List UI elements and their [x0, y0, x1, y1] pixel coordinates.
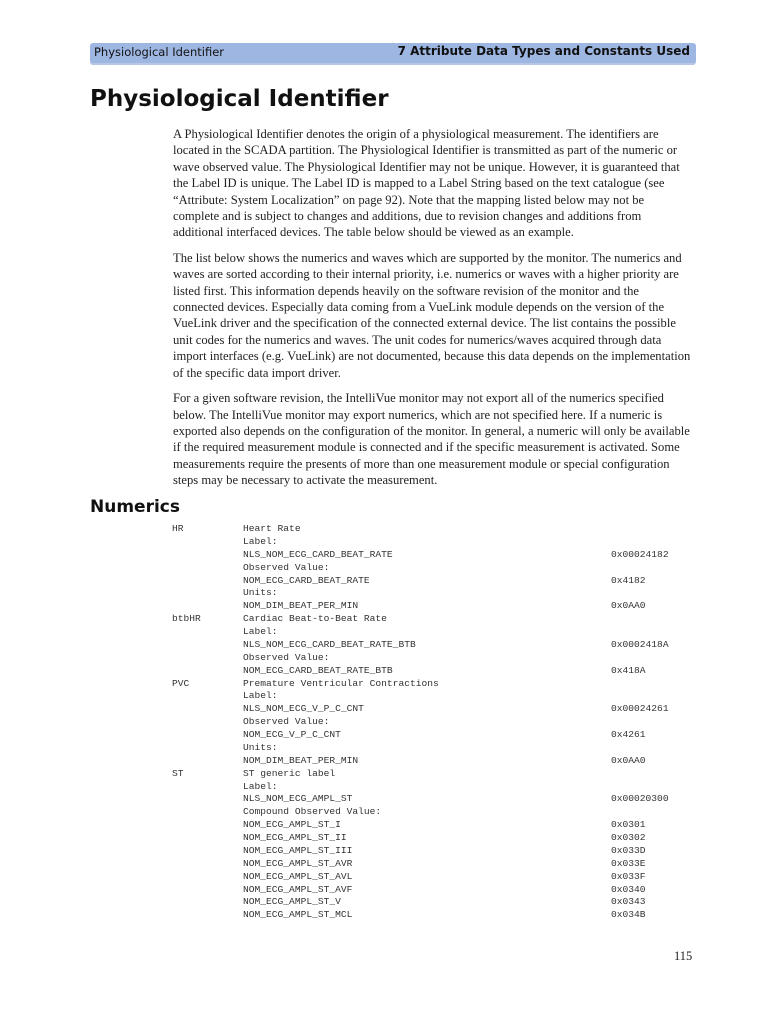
row-code: 0x418A	[611, 664, 646, 676]
row-name: Label:	[243, 780, 278, 792]
table-row	[172, 562, 672, 575]
row-name: ST generic label	[243, 767, 336, 779]
row-name: Cardiac Beat-to-Beat Rate	[243, 613, 387, 625]
row-code: 0x034B	[611, 909, 646, 921]
row-name: Compound Observed Value:	[243, 806, 382, 818]
row-name: Observed Value:	[243, 716, 330, 728]
table-row	[172, 703, 672, 716]
table-row	[172, 832, 672, 845]
table-row	[172, 587, 672, 600]
running-header-bar	[90, 43, 696, 63]
table-row	[172, 884, 672, 897]
row-name: NLS_NOM_ECG_CARD_BEAT_RATE	[243, 548, 393, 560]
table-row	[172, 678, 672, 691]
table-row	[172, 742, 672, 755]
row-code: 0x4261	[611, 729, 646, 740]
running-header-section: Physiological Identifier	[94, 45, 225, 59]
row-code: 0x00024261	[611, 703, 669, 715]
row-code: 0x0340	[611, 883, 646, 895]
row-name: NOM_DIM_BEAT_PER_MIN	[243, 754, 359, 766]
table-row	[172, 871, 672, 884]
row-name: NOM_ECG_AMPL_ST_AVL	[243, 870, 353, 882]
table-row	[172, 909, 672, 922]
row-name: Units:	[243, 741, 278, 753]
row-name: NOM_ECG_AMPL_ST_AVF	[243, 883, 353, 895]
body-text	[173, 126, 693, 498]
row-code: 0x0302	[611, 832, 646, 843]
table-row	[172, 665, 672, 678]
row-code: 0x0AA0	[611, 754, 646, 766]
row-identifier: PVC	[172, 677, 190, 689]
row-code: 0x0343	[611, 896, 646, 908]
row-name: NOM_ECG_V_P_C_CNT	[243, 729, 341, 740]
row-code: 0x00020300	[611, 793, 669, 805]
paragraph: For a given software revision, the IntelliVue monitor may not export all of the numerics specified below. The IntelliVue monitor may export numerics, which are not specified here. If a numeric is exported also depends on the configuration of the monitor. In general, a numeric will only be available if the required measurement module is connected and if the specific measurement is activated. Some measurements require the presents of more than one measurement module or special configuration steps may be necessary to activate the measurement.	[173, 391, 690, 488]
running-header-chapter: 7 Attribute Data Types and Constants Used	[397, 44, 690, 58]
row-name: NOM_ECG_AMPL_ST_I	[243, 819, 341, 831]
page-title: Physiological Identifier	[90, 86, 389, 112]
table-row	[172, 729, 672, 742]
row-code: 0x033E	[611, 857, 646, 869]
row-name: Units:	[243, 587, 278, 599]
row-name: NOM_ECG_CARD_BEAT_RATE	[243, 574, 370, 586]
row-identifier: ST	[172, 767, 184, 779]
table-row	[172, 716, 672, 729]
row-code: 0x033D	[611, 844, 646, 856]
row-code: 0x0301	[611, 819, 646, 831]
table-row	[172, 781, 672, 794]
row-name: NOM_ECG_AMPL_ST_V	[243, 896, 341, 908]
table-row	[172, 896, 672, 909]
row-name: Heart Rate	[243, 523, 301, 534]
row-name: NOM_ECG_AMPL_ST_II	[243, 832, 347, 843]
row-name: NOM_DIM_BEAT_PER_MIN	[243, 600, 359, 612]
paragraph: A Physiological Identifier denotes the origin of a physiological measurement. The identifiers are located in the SCADA partition. The Physiological Identifier is transmitted as part of the numeric or wave observed value. The Physiological Identifier may not be unique. However, it is guaranteed that the Label ID is unique. The Label ID is mapped to a Label String based on the text catalogue (see “Attribute: System Localization” on page 92). Note that the mapping listed below may not be complete and is subject to changes and additions, due to revision changes and additions from additional interfaced devices. The table below should be viewed as an example.	[173, 127, 680, 240]
section-heading-numerics: Numerics	[90, 497, 180, 517]
table-row	[172, 845, 672, 858]
paragraph: The list below shows the numerics and waves which are supported by the monitor. The numerics and waves are sorted according to their internal priority, i.e. numerics or waves with a higher priority are listed first. This information depends heavily on the software revision of the monitor and the connected devices. Especially data coming from a VueLink module depends on the version of the VueLink driver and the specification of the connected external device. The list contains the possible unit codes for the numerics and waves. The unit codes for numerics/waves acquired through data import interfaces (e.g. VueLink) are not documented, because this data depends on the implementation of the specific data import driver.	[173, 250, 691, 380]
row-code: 0x0AA0	[611, 600, 646, 612]
table-row	[172, 858, 672, 871]
row-name: Label:	[243, 626, 278, 637]
table-row	[172, 549, 672, 562]
row-name: Label:	[243, 690, 278, 702]
table-row	[172, 755, 672, 768]
row-name: NOM_ECG_AMPL_ST_MCL	[243, 909, 353, 921]
row-name: NOM_ECG_AMPL_ST_III	[243, 844, 353, 856]
row-name: NLS_NOM_ECG_V_P_C_CNT	[243, 703, 364, 715]
table-row	[172, 536, 672, 549]
row-identifier: btbHR	[172, 613, 201, 625]
row-name: NLS_NOM_ECG_CARD_BEAT_RATE_BTB	[243, 638, 416, 650]
page-number: 115	[674, 949, 693, 963]
row-name: NOM_ECG_CARD_BEAT_RATE_BTB	[243, 664, 393, 676]
table-row	[172, 819, 672, 832]
table-row	[172, 652, 672, 665]
table-row	[172, 575, 672, 588]
table-row	[172, 768, 672, 781]
table-row	[172, 626, 672, 639]
table-row	[172, 793, 672, 806]
table-row	[172, 613, 672, 626]
table-row	[172, 600, 672, 613]
row-name: Observed Value:	[243, 651, 330, 663]
row-name: NLS_NOM_ECG_AMPL_ST	[243, 793, 353, 805]
table-row	[172, 806, 672, 819]
row-name: Premature Ventricular Contractions	[243, 677, 439, 689]
row-name: Observed Value:	[243, 561, 330, 573]
row-name: NOM_ECG_AMPL_ST_AVR	[243, 857, 353, 869]
row-code: 0x033F	[611, 870, 646, 882]
row-code: 0x0002418A	[611, 638, 669, 650]
row-name: Label:	[243, 535, 278, 547]
row-code: 0x4182	[611, 574, 646, 586]
numerics-table	[172, 523, 672, 922]
row-code: 0x00024182	[611, 548, 669, 560]
row-identifier: HR	[172, 523, 184, 534]
table-row	[172, 639, 672, 652]
table-row	[172, 523, 672, 536]
table-row	[172, 690, 672, 703]
